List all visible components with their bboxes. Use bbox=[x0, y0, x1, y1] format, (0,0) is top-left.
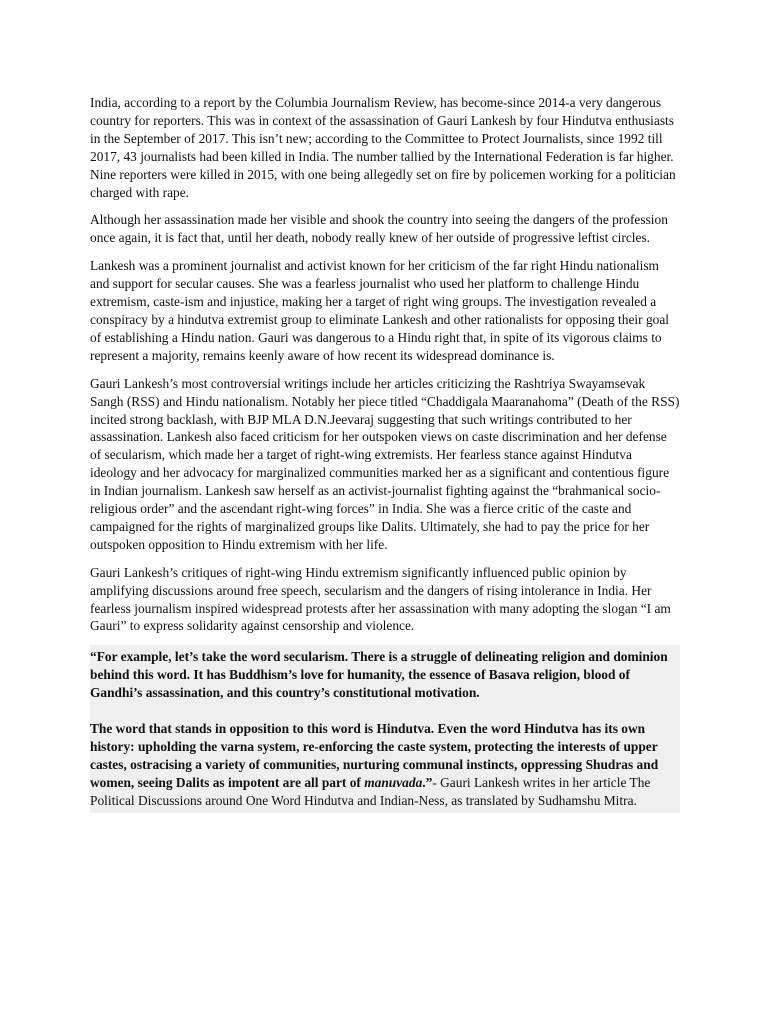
paragraph-5: Gauri Lankesh’s critiques of right-wing Hindu extremism significantly influenced public opinion by amplifying discussions around free speech, secularism and the dangers of rising intolerance in India. Her fearless journalism inspired widespread protests after her assassination with many adopting the slogan “I am Gauri” to express solidarity against censorship and violence. bbox=[90, 564, 671, 634]
paragraph-4: Gauri Lankesh’s most controversial writings include her articles criticizing the Rashtriya Swayamsevak Sangh (RSS) and Hindu nationalism. Notably her piece titled “Chaddigala Maaranahoma” (Death of the RSS) incited strong backlash, with BJP MLA D.N.Jeevaraj suggesting that such writings contributed to her assassination. Lankesh also faced criticism for her outspoken views on caste discrimination and her defense of secularism, which made her a target of right-wing extremists. Her fearless stance against Hindutva ideology and her advocacy for marginalized communities marked her as a significant and contentious figure in Indian journalism. Lankesh saw herself as an activist-journalist fighting against the “brahmanical socio-religious order” and the ascendant right-wing forces” in India. She was a fierce critic of the caste and campaigned for the rights of marginalized groups like Dalits. Ultimately, she had to pay the price for her outspoken opposition to Hindu extremism with her life. bbox=[90, 375, 680, 552]
quote-block bbox=[90, 645, 680, 812]
quote-attribution: - Gauri Lankesh writes in her article The Political Discussions around One Word Hindutva and Indian-Ness, as translated by Sudhamshu Mitra. bbox=[90, 774, 651, 808]
quote-closing-mark: .” bbox=[422, 774, 433, 790]
paragraph-2: Although her assassination made her visible and shook the country into seeing the dangers of the profession once again, it is fact that, until her death, nobody really knew of her outside of progressive leftist circles. bbox=[90, 212, 668, 246]
quote-paragraph-2 bbox=[90, 720, 678, 810]
quote-bold-text: The word that stands in opposition to this word is Hindutva. Even the word Hindutva has its own history: upholding the varna system, re-enforcing the caste system, protecting the interests of upper castes, ostracising a variety of communities, nurturing communal instincts, oppressing Shudras and women, seeing Dalits as impotent are all part of bbox=[90, 720, 659, 790]
quote-paragraph-1: “For example, let’s take the word secularism. There is a struggle of delineating religion and dominion behind this word. It has Buddhism’s love for humanity, the essence of Basava religion, blood of Gandhi’s assassination, and this country’s constitutional motivation. bbox=[90, 649, 668, 701]
paragraph-3: Lankesh was a prominent journalist and activist known for her criticism of the far right Hindu nationalism and support for secular causes. She was a fearless journalist who used her platform to challenge Hindu extremism, caste-ism and injustice, making her a target of right wing groups. The investigation revealed a conspiracy by a hindutva extremist group to eliminate Lankesh and other rationalists for opposing their goal of establishing a Hindu nation. Gauri was dangerous to a Hindu right that, in spite of its vigorous claims to represent a majority, remains keenly aware of how recent its widespread dominance is. bbox=[90, 258, 670, 363]
article-body bbox=[90, 94, 680, 813]
quote-italic-term: manuvada bbox=[364, 774, 423, 790]
paragraph-1: India, according to a report by the Columbia Journalism Review, has become-since 2014-a very dangerous country for reporters. This was in context of the assassination of Gauri Lankesh by four Hindutva enthusiasts in the September of 2017. This isn’t new; according to the Committee to Protect Journalists, since 1992 till 2017, 43 journalists had been killed in India. The number tallied by the International Federation is far higher. Nine reporters were killed in 2015, with one being allegedly set on fire by policemen working for a politician charged with rape. bbox=[90, 95, 676, 200]
